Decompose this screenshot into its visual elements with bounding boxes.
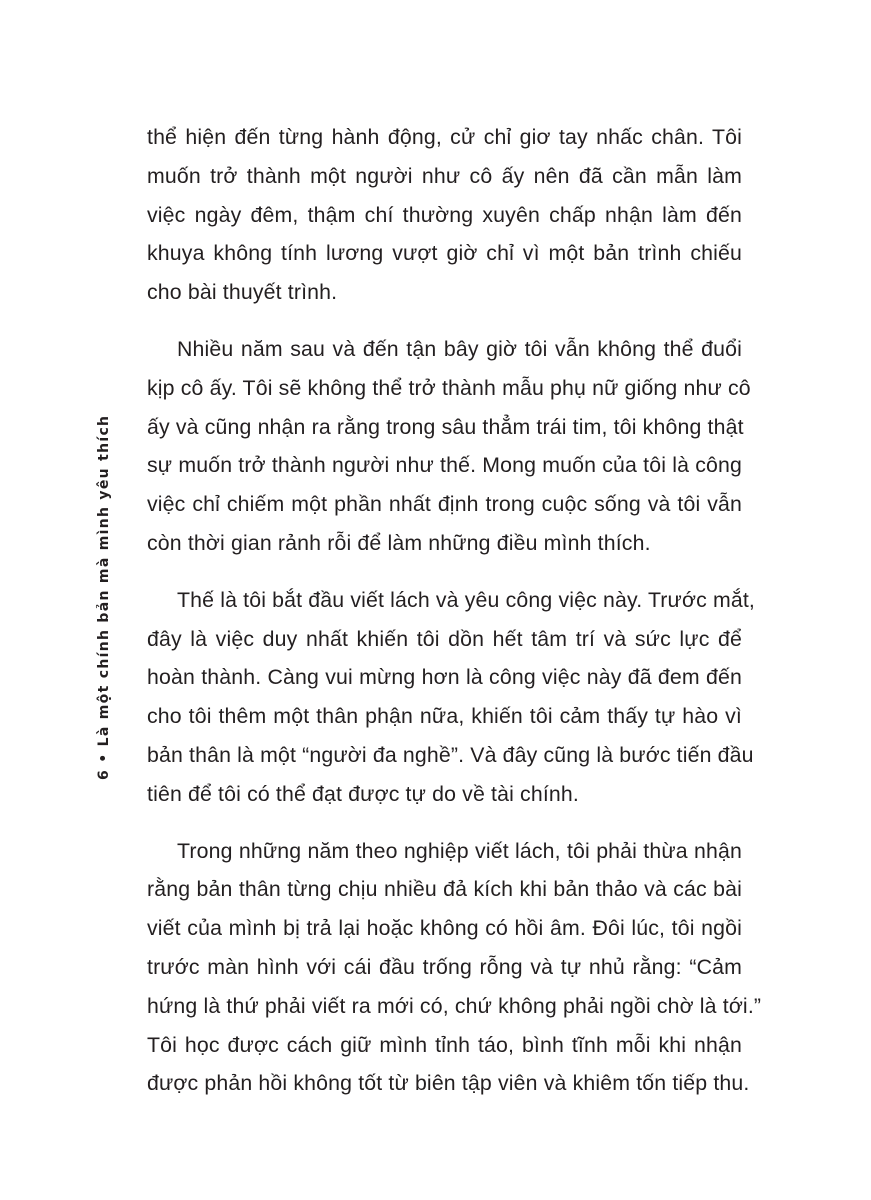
text-line: thể hiện đến từng hành động, cử chỉ giơ tay nhấc chân. Tôi <box>147 125 742 149</box>
text-line: rằng bản thân từng chịu nhiều đả kích khi bản thảo và các bài <box>147 877 742 902</box>
text-line: cho tôi thêm một thân phận nữa, khiến tôi cảm thấy tự hào vì <box>147 704 742 729</box>
text-line: còn thời gian rảnh rỗi để làm những điều mình thích. <box>147 530 651 555</box>
text-line: hoàn thành. Càng vui mừng hơn là công việc này đã đem đến <box>147 665 742 690</box>
text-line: hứng là thứ phải viết ra mới có, chứ không phải ngồi chờ là tới.” <box>147 993 762 1018</box>
text-line: Trong những năm theo nghiệp viết lách, tôi phải thừa nhận <box>177 838 742 863</box>
text-line: muốn trở thành một người như cô ấy nên đã cần mẫn làm <box>147 163 742 188</box>
text-line: kịp cô ấy. Tôi sẽ không thể trở thành mẫu phụ nữ giống như cô <box>147 375 751 400</box>
paragraph <box>147 832 762 1104</box>
text-line: cho bài thuyết trình. <box>147 280 338 305</box>
text-line: khuya không tính lương vượt giờ chỉ vì một bản trình chiếu <box>147 241 742 266</box>
running-header: 6 • Là một chính bản mà mình yêu thích <box>96 414 112 780</box>
text-line: tiên để tôi có thể đạt được tự do về tài chính. <box>147 781 579 806</box>
text-line: được phản hồi không tốt từ biên tập viên và khiêm tốn tiếp thu. <box>147 1071 750 1096</box>
text-line: viết của mình bị trả lại hoặc không có hồi âm. Đôi lúc, tôi ngồi <box>147 916 742 941</box>
paragraph <box>147 118 742 312</box>
text-line: việc ngày đêm, thậm chí thường xuyên chấp nhận làm đến <box>147 202 742 227</box>
paragraph <box>147 581 755 814</box>
text-line: Thế là tôi bắt đầu viết lách và yêu công việc này. Trước mắt, <box>177 587 755 612</box>
text-line: trước màn hình với cái đầu trống rỗng và tự nhủ rằng: “Cảm <box>147 954 742 979</box>
text-line: việc chỉ chiếm một phần nhất định trong cuộc sống và tôi vẫn <box>147 492 742 517</box>
text-line: Tôi học được cách giữ mình tỉnh táo, bình tĩnh mỗi khi nhận <box>147 1032 742 1057</box>
text-line: đây là việc duy nhất khiến tôi dồn hết tâm trí và sức lực để <box>147 626 742 651</box>
text-line: bản thân là một “người đa nghề”. Và đây cũng là bước tiến đầu <box>147 742 754 767</box>
text-line: Nhiều năm sau và đến tận bây giờ tôi vẫn không thể đuổi <box>177 336 742 361</box>
text-line: ấy và cũng nhận ra rằng trong sâu thẳm trái tim, tôi không thật <box>147 414 744 439</box>
paragraph <box>147 330 751 563</box>
text-line: sự muốn trở thành người như thế. Mong muốn của tôi là công <box>147 453 742 478</box>
body-text <box>147 118 762 1121</box>
